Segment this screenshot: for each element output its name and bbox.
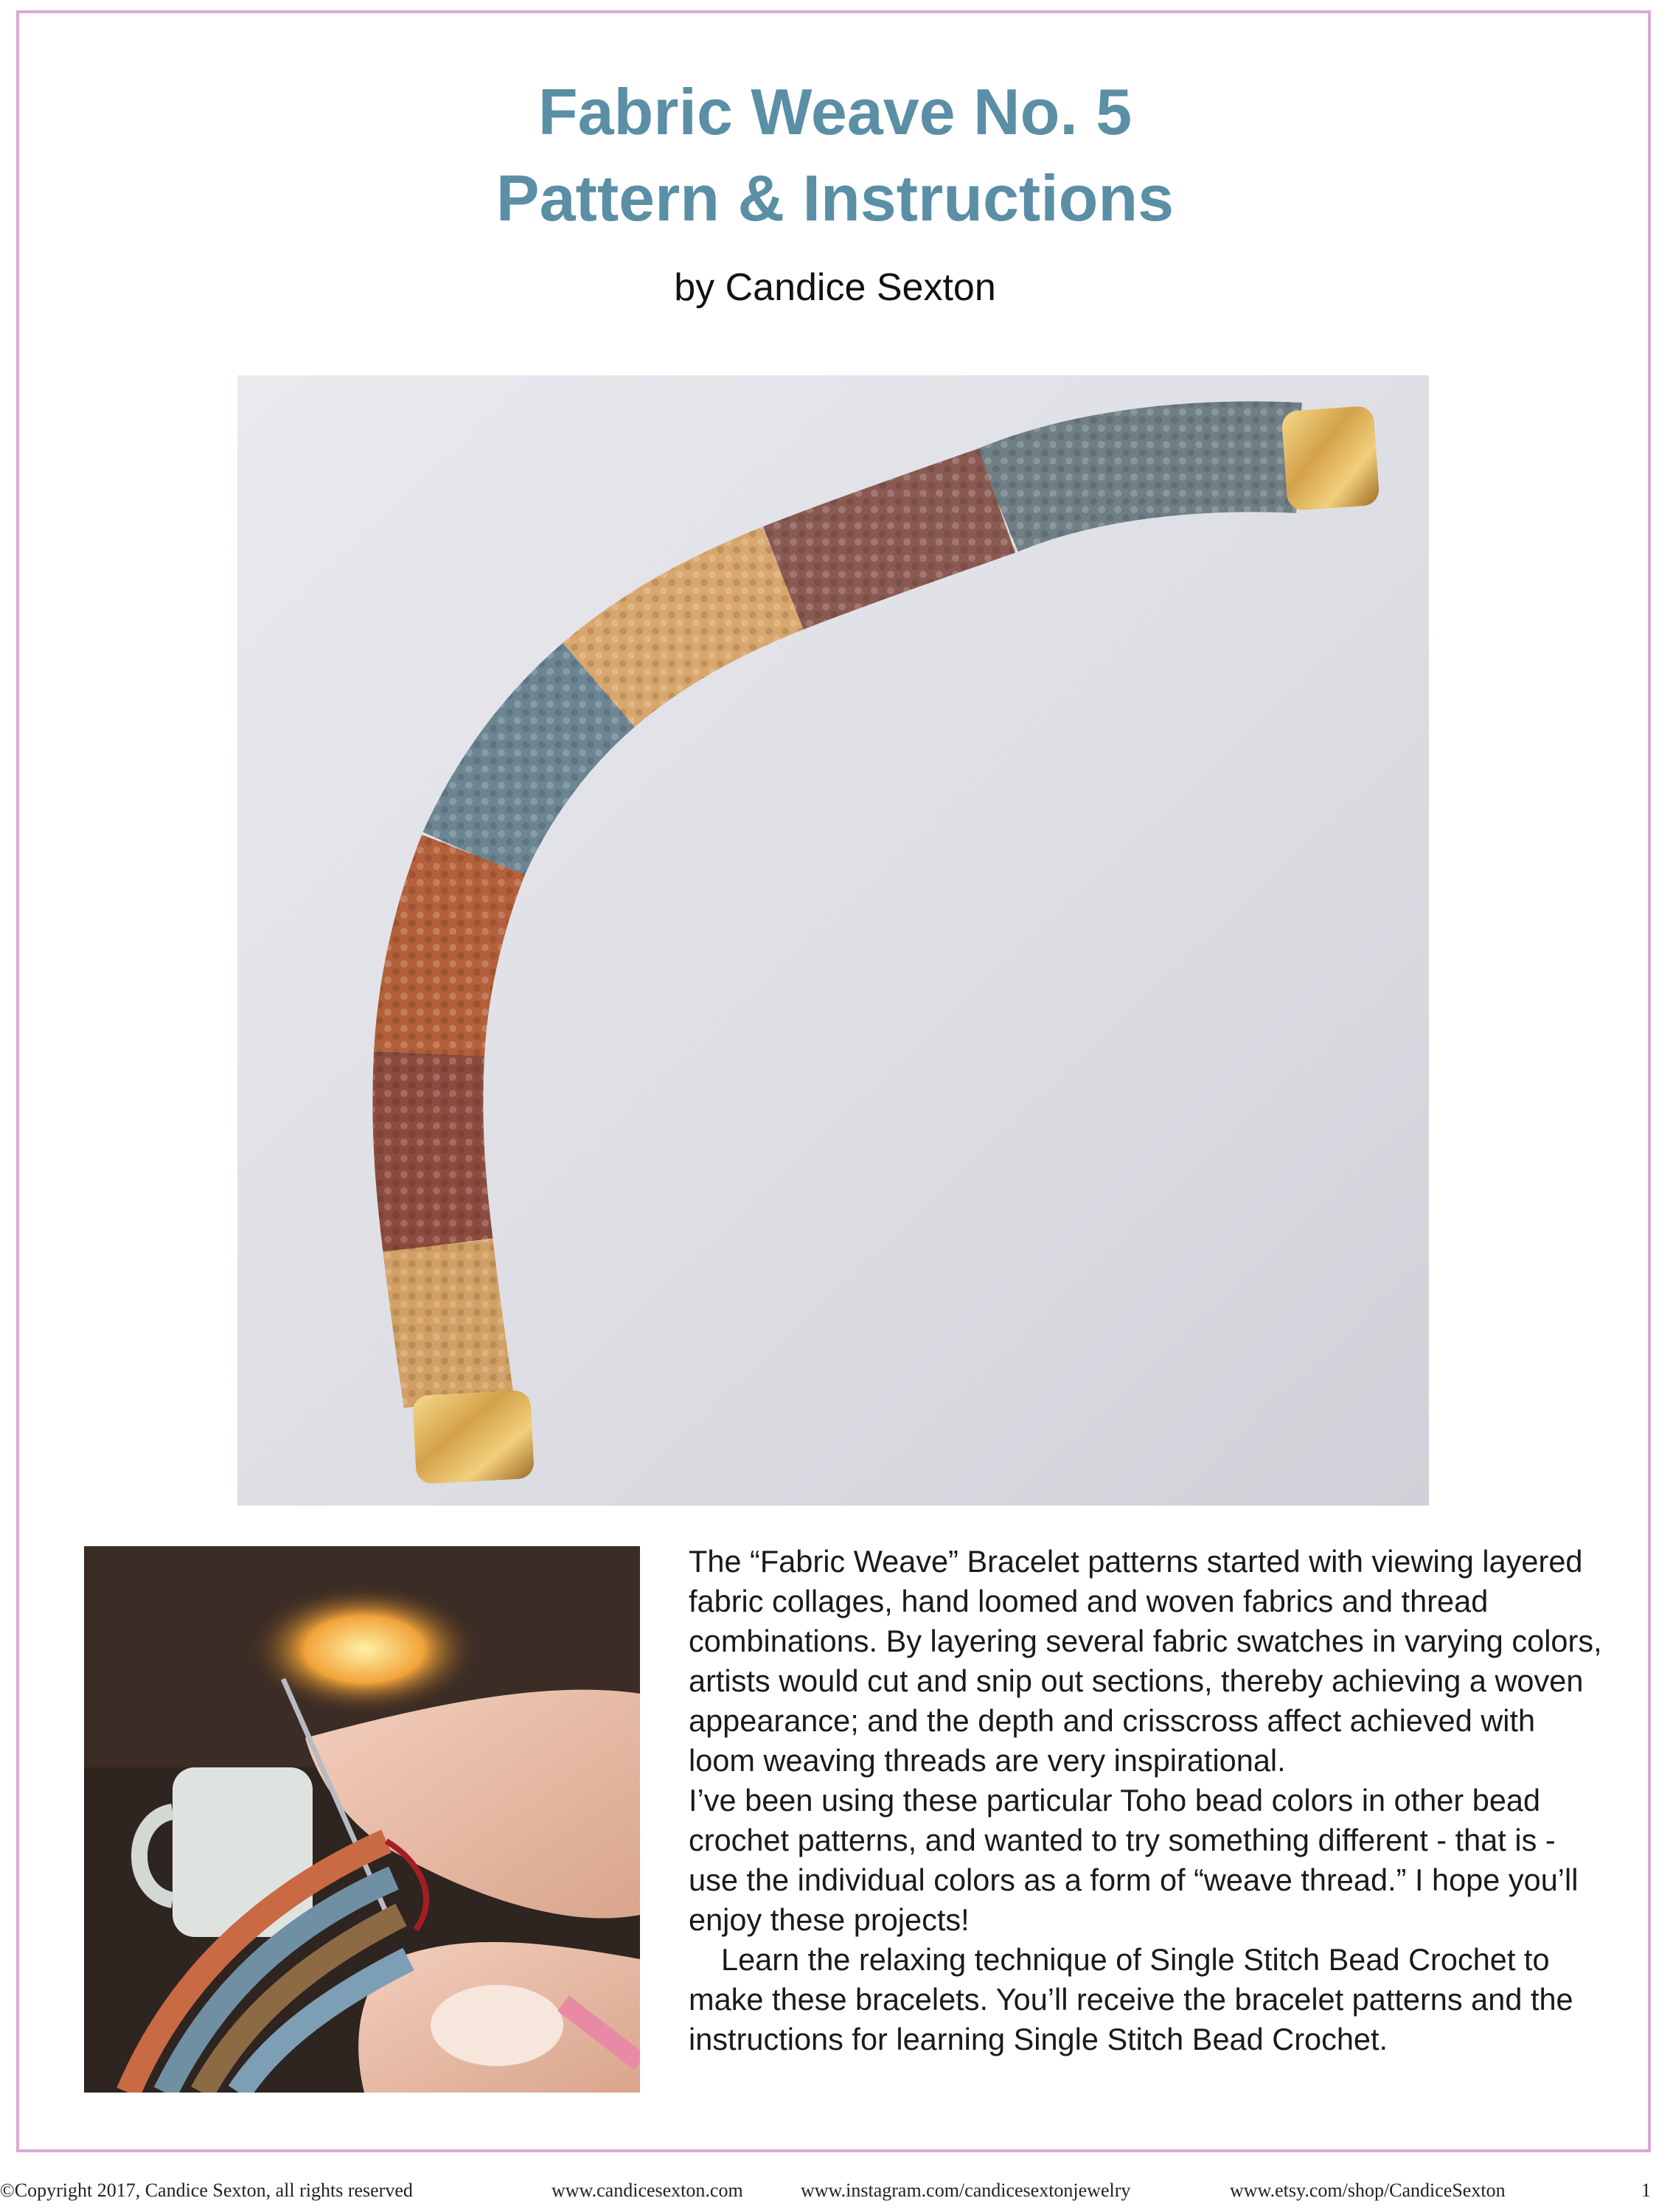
bracelet-photo: [237, 375, 1429, 1506]
paragraph-bead-colors: I’ve been using these particular Toho bead colors in other bead crochet patterns, and wanted to try something different - that is - use the individual colors as a form of “weave thread.” I hope you’ll enjoy these projects!: [689, 1783, 1579, 1937]
paragraph-technique: Learn the relaxing technique of Single Stitch Bead Crochet to make these bracelets. You’ll receive the bracelet patterns and the instructions for learning Single Stitch Bead Crochet.: [689, 1942, 1573, 2056]
page-number: 1: [1641, 2180, 1651, 2201]
footer-etsy-link[interactable]: www.etsy.com/shop/CandiceSexton: [1230, 2180, 1506, 2201]
footer-website-link[interactable]: www.candicesexton.com: [552, 2180, 743, 2201]
author-byline: by Candice Sexton: [674, 266, 996, 309]
footer-copyright: ©Copyright 2017, Candice Sexton, all rights reserved: [0, 2180, 413, 2201]
title-line-2: Pattern & Instructions: [495, 161, 1175, 234]
description-text: [689, 1542, 1603, 2059]
crochet-hands-photo: [84, 1546, 640, 2093]
paragraph-origin: The “Fabric Weave” Bracelet patterns started with viewing layered fabric collages, hand loomed and woven fabrics and thread combinations. By layering several fabric swatches in varying colors, artists would cut and snip out sections, thereby achieving a woven appearance; and the depth and crisscross affect achieved with loom weaving threads are very inspirational.: [689, 1544, 1602, 1778]
title-line-1: Fabric Weave No. 5: [537, 75, 1133, 148]
footer-instagram-link[interactable]: www.instagram.com/candicesextonjewelry: [801, 2180, 1131, 2201]
